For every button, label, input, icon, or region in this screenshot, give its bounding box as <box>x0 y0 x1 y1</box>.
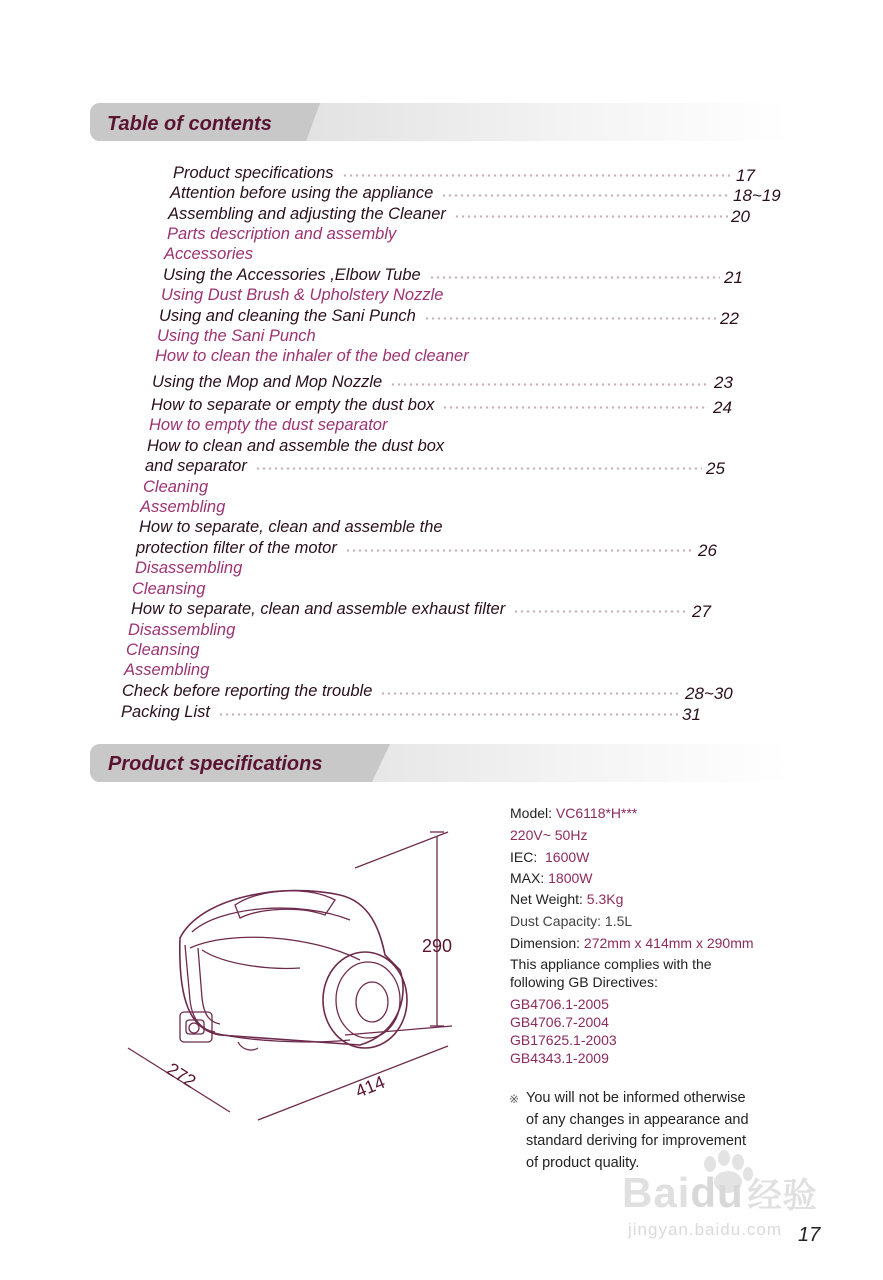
toc-entry: How to empty the dust separator <box>149 416 388 434</box>
toc-entry: How to clean the inhaler of the bed cleaner <box>155 347 469 365</box>
toc-page-number: 22 <box>720 309 739 328</box>
toc-entry: Attention before using the appliance <box>170 184 434 202</box>
spec-iec: IEC: 1600W <box>510 849 590 865</box>
toc-page-number: 27 <box>692 602 711 621</box>
note-line: standard deriving for improvement <box>526 1133 747 1149</box>
toc-entry: How to clean and assemble the dust box <box>147 437 445 455</box>
toc-page-number: 24 <box>713 398 732 417</box>
toc-entry: Product specifications <box>173 164 334 182</box>
toc-leader-dots <box>442 406 708 409</box>
toc-leader-dots <box>390 383 710 386</box>
toc-entry: protection filter of the motor <box>136 539 337 557</box>
watermark-logo: Baidu 经验 <box>622 1169 818 1216</box>
toc-entry: How to separate, clean and assemble exhaust filter <box>131 600 506 618</box>
toc-page-number: 21 <box>724 268 743 287</box>
toc-entry: Accessories <box>164 245 253 263</box>
toc-entry: Using Dust Brush & Upholstery Nozzle <box>161 286 444 304</box>
toc-leader-dots <box>345 549 694 552</box>
toc-page-number: 18~19 <box>733 186 781 205</box>
note-symbol: ※ <box>509 1092 520 1106</box>
spec-weight: Net Weight: 5.3Kg <box>510 891 624 907</box>
toc-entry: Packing List <box>121 703 210 721</box>
toc-entry: Assembling <box>124 661 210 679</box>
toc-page-number: 17 <box>736 166 755 185</box>
toc-entry: Cleansing <box>126 641 200 659</box>
dim-height-label: 290 <box>422 936 453 956</box>
toc-page-number: 26 <box>698 541 717 560</box>
toc-entry: Disassembling <box>128 621 236 639</box>
toc-leader-dots <box>255 467 702 470</box>
toc-title: Table of contents <box>107 113 272 135</box>
note-line: of product quality. <box>526 1155 640 1171</box>
toc-entry: Using the Sani Punch <box>157 327 316 345</box>
toc-leader-dots <box>342 174 730 177</box>
spec-model: Model: VC6118*H*** <box>510 805 638 821</box>
watermark-url: jingyan.baidu.com <box>628 1220 783 1239</box>
toc-leader-dots <box>218 713 678 716</box>
toc-page-number: 28~30 <box>685 684 733 703</box>
toc-entry: Check before reporting the trouble <box>122 682 373 700</box>
toc-entry: How to separate or empty the dust box <box>151 396 435 414</box>
spec-dust-capacity: Dust Capacity: 1.5L <box>510 913 633 929</box>
toc-leader-dots <box>424 317 716 320</box>
toc-entry: Cleaning <box>143 478 209 496</box>
toc-entry: Using the Accessories ,Elbow Tube <box>163 266 421 284</box>
toc-entry: Assembling <box>140 498 226 516</box>
toc-entry: How to separate, clean and assemble the <box>139 518 443 536</box>
vacuum-cleaner-drawing <box>110 820 490 1150</box>
toc-page-number: 31 <box>682 705 701 724</box>
spec-dimension: Dimension: 272mm x 414mm x 290mm <box>510 935 754 951</box>
spec-directive: GB17625.1-2003 <box>510 1032 617 1048</box>
toc-page-number: 25 <box>706 459 725 478</box>
spec-max: MAX: 1800W <box>510 870 593 886</box>
toc-leader-dots <box>441 194 730 197</box>
toc-leader-dots <box>454 215 728 218</box>
toc-entry: Using the Mop and Mop Nozzle <box>152 373 383 391</box>
dim-length-label: 414 <box>352 1071 388 1102</box>
spec-directive: GB4706.1-2005 <box>510 996 609 1012</box>
toc-page-number: 23 <box>714 373 733 392</box>
spec-directive: GB4706.7-2004 <box>510 1014 609 1030</box>
spec-complies-line2: following GB Directives: <box>510 974 658 990</box>
toc-leader-dots <box>429 276 720 279</box>
spec-complies-line1: This appliance complies with the <box>510 956 712 972</box>
toc-entry: Cleansing <box>132 580 206 598</box>
toc-entry: Parts description and assembly <box>167 225 397 243</box>
toc-entry: Assembling and adjusting the Cleaner <box>168 205 446 223</box>
page-number: 17 <box>798 1224 821 1246</box>
note-line: You will not be informed otherwise <box>526 1090 746 1106</box>
toc-leader-dots <box>380 692 680 695</box>
toc-entry: Disassembling <box>135 559 243 577</box>
note-line: of any changes in appearance and <box>526 1112 749 1128</box>
toc-entry: Using and cleaning the Sani Punch <box>159 307 416 325</box>
dim-line-top <box>355 832 448 868</box>
toc-page-number: 20 <box>731 207 750 226</box>
specs-title: Product specifications <box>108 753 323 775</box>
toc-entry: and separator <box>145 457 247 475</box>
spec-voltage: 220V~ 50Hz <box>510 827 588 843</box>
dim-width-label: 272 <box>163 1058 200 1092</box>
dim-line-bottom <box>345 1026 452 1035</box>
toc-leader-dots <box>513 610 686 613</box>
spec-directive: GB4343.1-2009 <box>510 1050 609 1066</box>
